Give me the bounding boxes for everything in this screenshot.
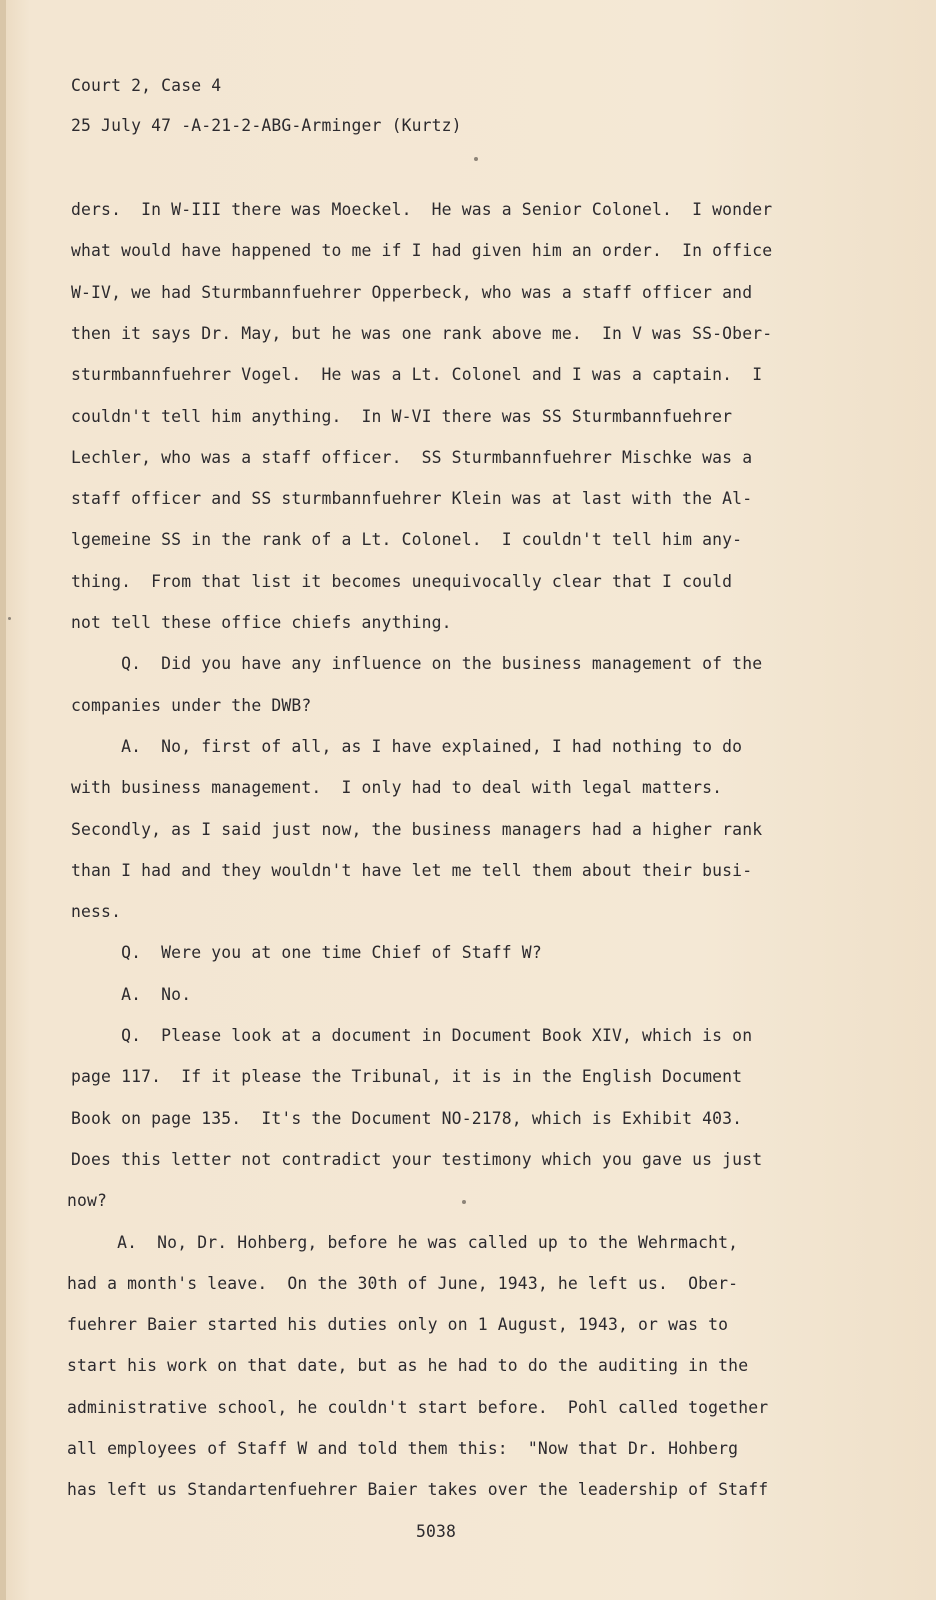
transcript-line: has left us Standartenfuehrer Baier takes over the leadership of Staff bbox=[67, 1480, 769, 1499]
transcript-line: sturmbannfuehrer Vogel. He was a Lt. Colonel and I was a captain. I bbox=[71, 365, 763, 384]
transcript-line: page 117. If it please the Tribunal, it is in the English Document bbox=[71, 1067, 743, 1086]
transcript-line: Secondly, as I said just now, the business managers had a higher rank bbox=[71, 820, 763, 839]
transcript-line: couldn't tell him anything. In W-VI there was SS Sturmbannfuehrer bbox=[71, 407, 733, 426]
transcript-line: Q. Were you at one time Chief of Staff W? bbox=[71, 943, 542, 962]
transcript-line: then it says Dr. May, but he was one rank above me. In V was SS-Ober- bbox=[71, 324, 773, 343]
transcript-line: fuehrer Baier started his duties only on 1 August, 1943, or was to bbox=[67, 1315, 729, 1334]
transcript-line: lgemeine SS in the rank of a Lt. Colonel. I couldn't tell him any- bbox=[71, 530, 743, 549]
paper-speck bbox=[8, 617, 11, 620]
transcript-line: Lechler, who was a staff officer. SS Sturmbannfuehrer Mischke was a bbox=[71, 448, 753, 467]
transcript-line: staff officer and SS sturmbannfuehrer Klein was at last with the Al- bbox=[71, 489, 753, 508]
transcript-line: with business management. I only had to deal with legal matters. bbox=[71, 778, 723, 797]
transcript-line: administrative school, he couldn't start before. Pohl called together bbox=[67, 1398, 769, 1417]
transcript-line: Book on page 135. It's the Document NO-2178, which is Exhibit 403. bbox=[71, 1109, 743, 1128]
transcript-line: thing. From that list it becomes unequivocally clear that I could bbox=[71, 572, 733, 591]
paper-speck bbox=[474, 157, 478, 161]
page-left-edge bbox=[0, 0, 6, 1600]
transcript-line: Does this letter not contradict your testimony which you gave us just bbox=[71, 1150, 763, 1169]
transcript-line: all employees of Staff W and told them this: "Now that Dr. Hohberg bbox=[67, 1439, 739, 1458]
transcript-line: Q. Did you have any influence on the business management of the bbox=[71, 654, 763, 673]
transcript-line: A. No, Dr. Hohberg, before he was called up to the Wehrmacht, bbox=[67, 1233, 739, 1252]
transcript-line: W-IV, we had Sturmbannfuehrer Opperbeck, who was a staff officer and bbox=[71, 283, 753, 302]
transcript-line: what would have happened to me if I had given him an order. In office bbox=[71, 241, 773, 260]
transcript-line: Q. Please look at a document in Document Book XIV, which is on bbox=[71, 1026, 753, 1045]
transcript-line: A. No, first of all, as I have explained, I had nothing to do bbox=[71, 737, 743, 756]
page-number: 5038 bbox=[416, 1522, 457, 1541]
transcript-line: now? bbox=[67, 1191, 108, 1210]
transcript-line: ders. In W-III there was Moeckel. He was a Senior Colonel. I wonder bbox=[71, 200, 773, 219]
transcript-line: than I had and they wouldn't have let me tell them about their busi- bbox=[71, 861, 753, 880]
transcript-line: start his work on that date, but as he had to do the auditing in the bbox=[67, 1356, 749, 1375]
transcript-line: companies under the DWB? bbox=[71, 696, 312, 715]
transcript-line: A. No. bbox=[71, 985, 192, 1004]
paper-speck bbox=[462, 1200, 466, 1204]
session-identifier: 25 July 47 -A-21-2-ABG-Arminger (Kurtz) bbox=[71, 116, 462, 135]
transcript-line: not tell these office chiefs anything. bbox=[71, 613, 452, 632]
transcript-line: ness. bbox=[71, 902, 122, 921]
court-case-heading: Court 2, Case 4 bbox=[71, 76, 222, 95]
transcript-line: had a month's leave. On the 30th of June, 1943, he left us. Ober- bbox=[67, 1274, 739, 1293]
